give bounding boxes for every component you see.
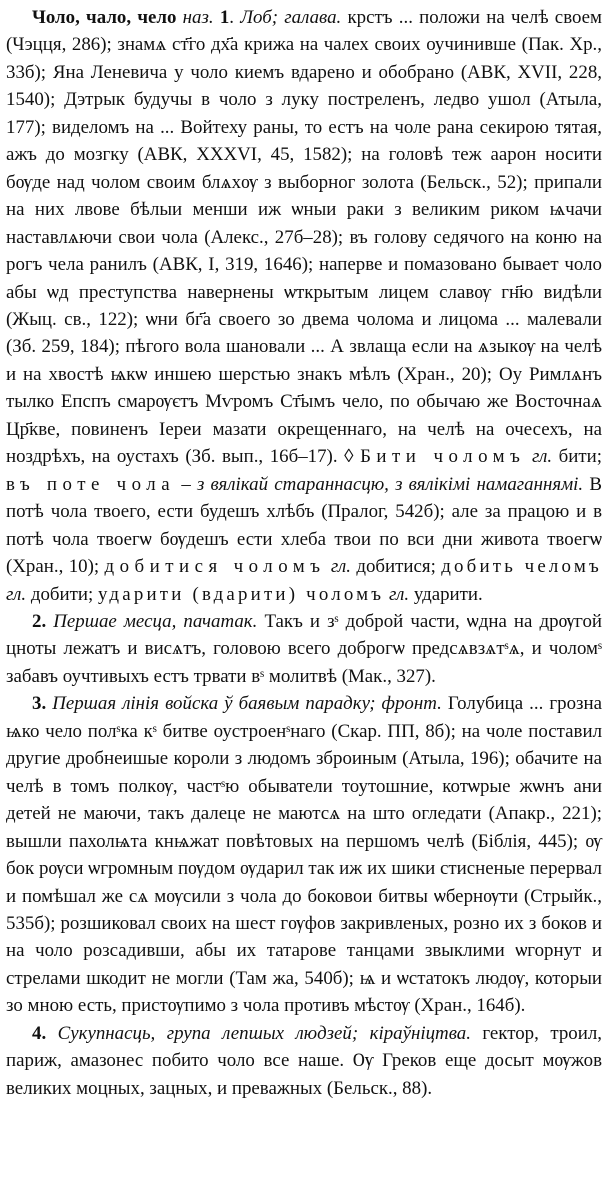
sense-2-gloss: Першае месца, пачатак. xyxy=(53,610,258,632)
diamond-marker: ◊ xyxy=(344,446,354,468)
sense-4-number: 4. xyxy=(32,1022,47,1044)
phrase-biti-cholom: Бити чоломъ xyxy=(360,446,526,468)
phrase-dobit-chelom-gram: гл. xyxy=(6,583,27,605)
phrase-biti-cholom-gram: гл. xyxy=(531,446,553,468)
sense-3-citations: Голубица ... грозна ѩко чело полˢка кˢ битве оустроенˢнаго (Скар. ПП, 8б); на чоле поставил другие дробнеишые короли з людомъ зброиным (Атыла, 196); обачите на челѣ в томъ полкѹ, частˢю обыватели тоутошние, котѡрые жѡнъ ани детей не маючи, такъ далеце не маютсѧ на што огледати (Апакр., 221); вышли пахолѩта кнѩжат повѣтовых на першомъ челѣ (Біблія, 445); ѹ бок рѹси ѡгромным пѹдом ѹдарил так иж их шики стисненые перервал и помѣшал же сѧ мѹсили з чола до боковои битвы ѡбернѹти (Стрыйк., 535б); розшиковал своих на шест гѹфов закривленых, розно их з боков и на чоло розсадивши, абы их татарове танцами звыклими ѡгорнут и стрелами шкодит не могли (Там жа, 540б); ѩ и ѡстатокъ людѹ, которыи зо мною есть, пристѹпимо з чола противъ мѣстѹ (Хран., 164б). xyxy=(6,693,602,1017)
phrase-udariti-cholom: ударити (вдарити) чоломъ xyxy=(97,583,385,605)
headword: Чоло, чало, чело xyxy=(32,7,177,28)
part-of-speech: наз. xyxy=(182,7,214,28)
phrase-dobitisya-cholom: добитися чоломъ xyxy=(104,556,326,578)
sense-3-number: 3. xyxy=(32,693,47,715)
phrase-dobitisya-cholom-gram: гл. xyxy=(330,556,351,578)
sense-2-number: 2. xyxy=(32,610,47,632)
phrase-v-pote-chola-gloss: – з вялікай стараннасцю, з вялікімі намаганнямі. xyxy=(181,473,584,495)
phrase-dobitisya-cholom-ref: добитися; xyxy=(356,556,436,578)
entry-sense-1: Чоло, чало, чело наз. 1. Лоб; галава. крстъ ... положи на челѣ своем (Чэцця, 286); знамѧ ст҃го дх҃а крижа на чалех своих оучинивше (Пак. Хр., 33б); Яна Леневича у чоло киемъ вдарено и обобрано (АВК, XVII, 228, 1540); Дэтрык будучы в чоло з луку постреленъ, ледво ушол (Атыла, 177); виделомъ на ... Войтеху раны, то естъ на чоле рана секирою тятая, ажъ до мозгку (АВК, XXXVI, 45, 1582); на головѣ теж аарон носити бѹде над чолом своим блѧхѹ з выборног золота (Бельск., 52); припали на них лвове бѣлыи менши иж ѡныи раки з великим риком ѩчачи наставлѧючи свои чола (Алекс., 27б–28); въ голову седячого на коню на рогъ чела ранилъ (АВК, I, 319, 1646); наперве и помазовано бывает чоло абы ѡд преступства навернены ѡткрытым лицем славѹ гн҃ю видѣли (Жыц. св., 122); ѡни бг҃а своего зо двема чолома и лицома ... малевали (Зб. 259, 184); пѣгого вола шановали ... А звлаща если на ѧзыкѹ на челѣ и на хвостѣ ѩкѡ иншею шерстью знакъ мѣлъ (Хран., 20); Оу Римлѧнъ тылко Епспъ смарѹєтъ Мѵромъ Ст҃ымъ чело, по обычаю же Восточнаѧ Цр҃кве, повиненъ Іереи мазати окрещеннаго, на челѣ на очесехъ, на ноздрѣхъ, на оустахъ (Зб. вып., 16б–17). ◊ Бити чоломъ гл. бити; въ поте чола – з вялікай стараннасцю, з вялікімі намаганнямі. В потѣ чола твоего, ести будешъ хлѣбъ (Пралог, 542б); але за працою и в потѣ чола твоегѡ бѹдешъ ести хлеба твои по вси дни живота твоегѡ (Хран., 10); добитися чоломъ гл. добитися; добить челомъ гл. добити; ударити (вдарити) чоломъ гл. ударити. xyxy=(6,7,602,605)
sense-2-citations: Такъ и зˢ доброй части, ѡдна на дрѹгой цноты лежатъ и висѧтъ, головою всего доброгѡ предсѧвзѧтˢѧ, и чоломˢ забавъ оучтивыхъ естъ трвати вˢ молитвѣ (Мак., 327). xyxy=(6,610,603,687)
phrase-biti-cholom-ref: бити; xyxy=(558,446,602,468)
sense-3-gloss: Першая лінія войска ў баявым парадку; фронт. xyxy=(52,693,442,715)
entry-sense-2 xyxy=(6,608,602,690)
phrase-udariti-cholom-ref: ударити. xyxy=(413,583,483,605)
sense-1-citations: крстъ ... положи на челѣ своем (Чэцця, 286); знамѧ ст҃го дх҃а крижа на чалех своих оучинивше (Пак. Хр., 33б); Яна Леневича у чоло киемъ вдарено и обобрано (АВК, XVII, 228, 1540); Дэтрык будучы в чоло з луку постреленъ, ледво ушол (Атыла, 177); виделомъ на ... Войтеху раны, то естъ на чоле рана секирою тятая, ажъ до мозгку (АВК, XXXVI, 45, 1582); на головѣ теж аарон носити бѹде над чолом своим блѧхѹ з выборног золота (Бельск., 52); припали на них лвове бѣлыи менши иж ѡныи раки з великим риком ѩчачи наставлѧючи свои чола (Алекс., 27б–28); въ голову седячого на коню на рогъ чела ранилъ (АВК, I, 319, 1646); наперве и помазовано бывает чоло абы ѡд преступства навернены ѡткрытым лицем славѹ гн҃ю видѣли (Жыц. св., 122); ѡни бг҃а своего зо двема чолома и лицома ... малевали (Зб. 259, 184); пѣгого вола шановали ... А звлаща если на ѧзыкѹ на челѣ и на хвостѣ ѩкѡ иншею шерстью знакъ мѣлъ (Хран., 20); Оу Римлѧнъ тылко Епспъ смарѹєтъ Мѵромъ Ст҃ымъ чело, по обычаю же Восточнаѧ Цр҃кве, повиненъ Іереи мазати окрещеннаго, на челѣ на очесехъ, на ноздрѣхъ, на оустахъ (Зб. вып., 16б–17). xyxy=(6,7,602,468)
phrase-dobit-chelom: добить челомъ xyxy=(441,556,602,578)
entry-sense-3 xyxy=(6,690,602,1019)
phrase-v-pote-chola-citations: В потѣ чола твоего, ести будешъ хлѣбъ (Пралог, 542б); але за працою и в потѣ чола твоегѡ бѹдешъ ести хлеба твои по вси дни живота твоегѡ (Хран., 10); xyxy=(6,473,602,578)
phrase-udariti-cholom-gram: гл. xyxy=(389,583,410,605)
phrase-dobit-chelom-ref: добити; xyxy=(30,583,94,605)
sense-1-gloss: Лоб; галава. xyxy=(240,7,342,28)
entry-sense-4 xyxy=(6,1020,602,1102)
sense-4-gloss: Сукупнасць, група лепшых людзей; кіраўніцтва. xyxy=(57,1022,471,1044)
sense-1-number: 1 xyxy=(219,7,230,28)
sense-4-citations: гектор, троил, париж, амазонес побито чоло все наше. Ѹ Греков еще досыт мѹжов великих моцных, зацных, и преважных (Бельск., 88). xyxy=(6,1022,602,1099)
phrase-v-pote-chola: въ поте чола xyxy=(6,473,176,495)
